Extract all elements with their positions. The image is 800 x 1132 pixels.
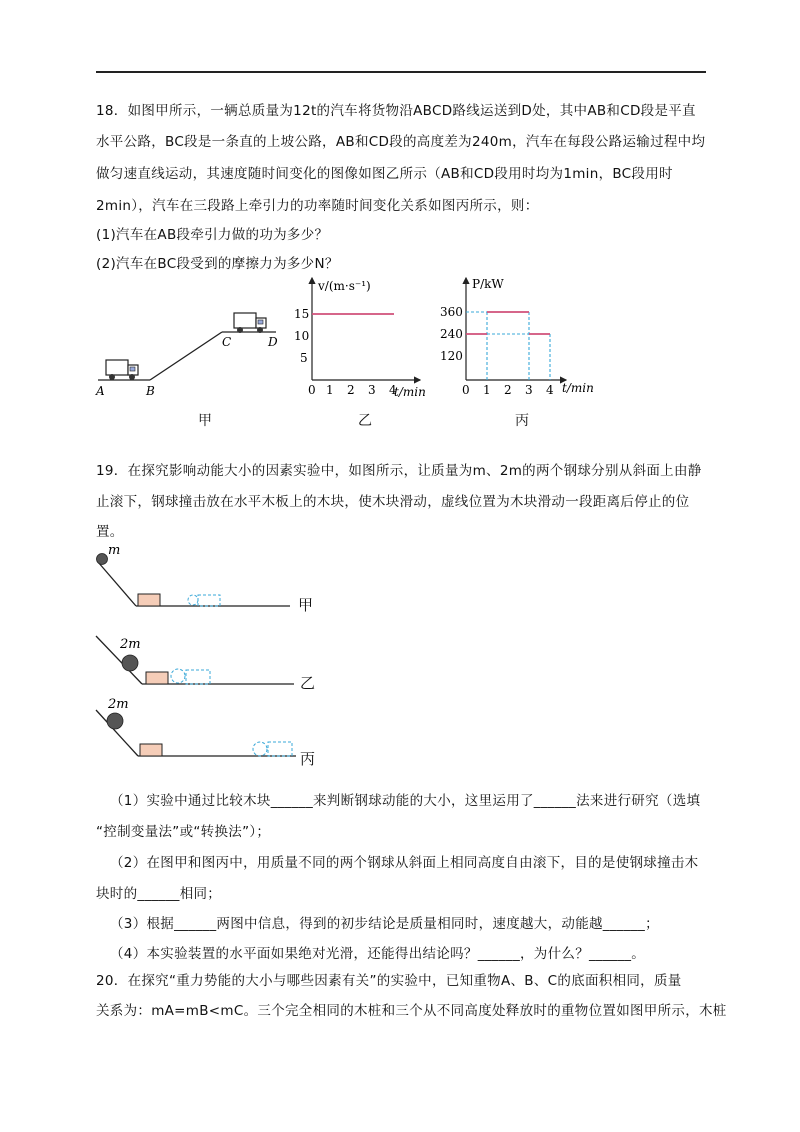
- road-bc: [150, 332, 222, 380]
- steel-ball-icon: [107, 713, 123, 729]
- ball-final-position: [171, 669, 185, 683]
- bing-ytick-120: 120: [440, 349, 463, 363]
- yi-ytick-15: 15: [294, 307, 310, 321]
- q18-line-4: 2min），汽车在三段路上牵引力的功率随时间变化关系如图丙所示，则：: [96, 198, 539, 214]
- q19-caption-jia: 甲: [298, 596, 314, 614]
- bing-xtick-1: 1: [483, 383, 491, 397]
- q18-line-2: 水平公路，BC段是一条直的上坡公路，AB和CD段的高度差为240m，汽车在每段公路运输过程中均: [96, 134, 706, 150]
- label-a: A: [96, 384, 105, 398]
- wood-block: [140, 744, 162, 756]
- q19-caption-yi: 乙: [300, 674, 316, 692]
- q18-sub-2: (2)汽车在BC段受到的摩擦力为多少N？: [96, 256, 339, 272]
- q19-question-1a: （1）实验中通过比较木块______来判断钢球动能的大小，这里运用了______法来进行研究（选填: [110, 793, 701, 809]
- yi-xlabel: t/min: [394, 385, 426, 399]
- label-c: C: [222, 335, 232, 349]
- bing-xtick-2: 2: [504, 383, 512, 397]
- bing-xtick-4: 4: [546, 383, 554, 397]
- q18-line-1: 18．如图甲所示，一辆总质量为12t的汽车将货物沿ABCD路线运送到D处，其中AB和CD段是平直: [96, 103, 696, 119]
- q19-fig-jia: [90, 540, 330, 620]
- yi-xtick-0: 0: [308, 383, 316, 397]
- label-b: B: [146, 384, 155, 398]
- yi-xtick-4: 4: [389, 383, 397, 397]
- bing-xtick-3: 3: [525, 383, 533, 397]
- q18-caption-bing: 丙: [515, 413, 529, 429]
- block-final-position: [186, 670, 210, 684]
- block-final-position: [268, 742, 292, 756]
- steel-ball-icon: [97, 554, 108, 565]
- block-final-position: [198, 595, 220, 606]
- q19-question-2a: （2）在图甲和图丙中，用质量不同的两个钢球从斜面上相同高度自由滚下，目的是使钢球撞击木: [110, 855, 699, 871]
- wood-block: [138, 594, 160, 606]
- bing-xlabel: t/min: [562, 381, 594, 395]
- q19-caption-bing: 丙: [300, 750, 316, 768]
- q19-question-2b: 块时的______相同；: [96, 886, 222, 902]
- q18-caption-yi: 乙: [358, 413, 372, 429]
- header-rule: [96, 71, 706, 73]
- q18-line-3: 做匀速直线运动，其速度随时间变化的图像如图乙所示（AB和CD段用时均为1min，BC段用时: [96, 166, 673, 182]
- bing-guide-lines: [466, 312, 550, 380]
- q20-line-2: 关系为：mA=mB<mC。三个完全相同的木桩和三个从不同高度处释放时的重物位置如图甲所示，木桩: [96, 1003, 727, 1019]
- q19-fig-jia-mass: m: [108, 543, 121, 558]
- q19-fig-yi: [90, 630, 330, 700]
- wood-block: [146, 672, 168, 684]
- bing-ytick-240: 240: [440, 327, 463, 341]
- truck-lower-icon: [106, 360, 138, 380]
- bing-xtick-0: 0: [462, 383, 470, 397]
- label-d: D: [268, 335, 278, 349]
- q19-line-1: 19．在探究影响动能大小的因素实验中，如图所示，让质量为m、2m的两个钢球分别从斜面上由静: [96, 463, 702, 479]
- q19-fig-bing: [90, 696, 330, 770]
- q20-line-1: 20．在探究“重力势能的大小与哪些因素有关”的实验中，已知重物A、B、C的底面积相同，质量: [96, 973, 682, 989]
- bing-power-lines: [466, 312, 550, 334]
- yi-xtick-3: 3: [368, 383, 376, 397]
- ball-final-position: [188, 595, 198, 605]
- q18-caption-jia: 甲: [198, 413, 212, 429]
- q19-question-1b: “控制变量法”或“转换法”）；: [96, 824, 271, 840]
- q19-question-4: （4）本实验装置的水平面如果绝对光滑，还能得出结论吗？______，为什么？______。: [110, 946, 646, 962]
- q18-fig-bing: [436, 272, 596, 402]
- yi-ytick-5: 5: [300, 351, 308, 365]
- q19-line-2: 止滚下，钢球撞击放在水平木板上的木块，使木块滑动，虚线位置为木块滑动一段距离后停止的位: [96, 494, 690, 510]
- bing-ytick-360: 360: [440, 305, 463, 319]
- ball-final-position: [253, 742, 267, 756]
- q19-question-3: （3）根据______两图中信息，得到的初步结论是质量相同时，速度越大，动能越______；: [110, 916, 659, 932]
- yi-xtick-2: 2: [347, 383, 355, 397]
- q18-sub-1: (1)汽车在AB段牵引力做的功为多少？: [96, 227, 329, 243]
- q18-fig-jia: [92, 300, 292, 400]
- yi-xtick-1: 1: [326, 383, 334, 397]
- bing-ylabel: P/kW: [472, 277, 504, 291]
- q19-line-3: 置。: [96, 524, 124, 540]
- q19-fig-bing-mass: 2m: [108, 697, 129, 712]
- yi-ytick-10: 10: [294, 329, 310, 343]
- q18-fig-yi: [288, 272, 428, 402]
- steel-ball-icon: [122, 655, 138, 671]
- yi-ylabel: v/(m·s⁻¹): [318, 279, 371, 293]
- q19-fig-yi-mass: 2m: [120, 637, 141, 652]
- truck-upper-icon: [234, 313, 266, 333]
